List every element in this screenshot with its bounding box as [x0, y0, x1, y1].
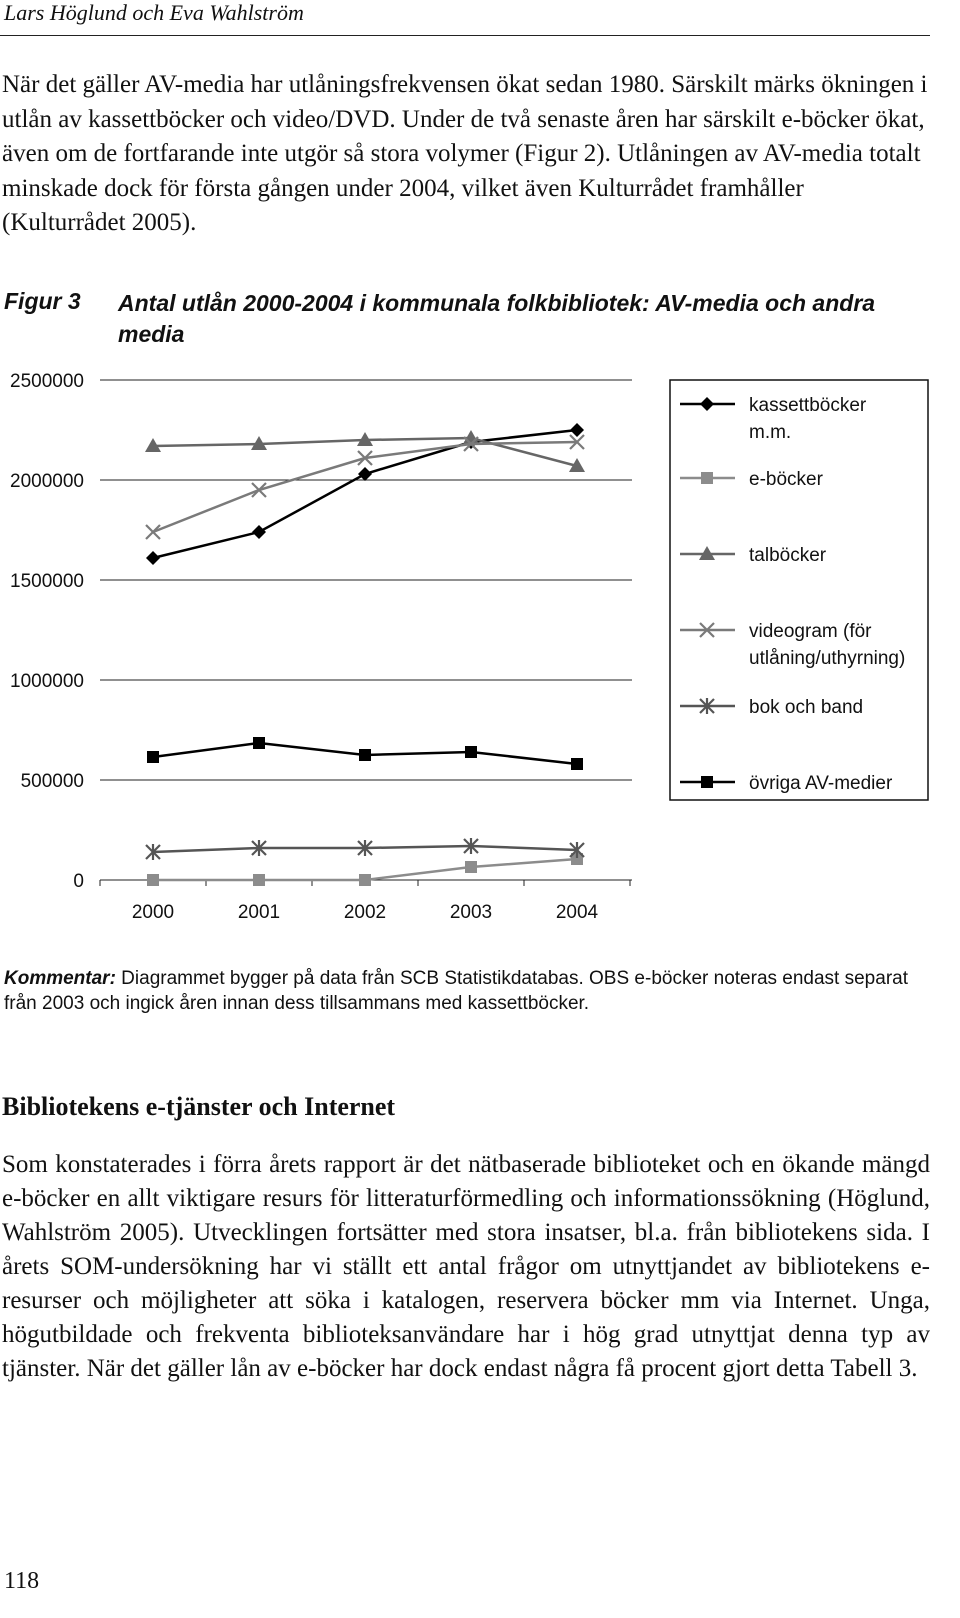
data-point — [147, 874, 159, 886]
section-heading: Bibliotekens e-tjänster och Internet — [2, 1092, 396, 1121]
figure-comment — [4, 966, 934, 1016]
y-tick-label: 0 — [73, 871, 84, 892]
page-number: 118 — [4, 1568, 40, 1594]
legend-label: kassettböcker — [749, 395, 867, 416]
data-point — [465, 746, 477, 758]
data-point — [146, 525, 160, 539]
legend-label: övriga AV-medier — [749, 773, 893, 794]
y-axis-ticks — [10, 371, 84, 892]
series-1 — [147, 853, 583, 886]
x-tick-label: 2004 — [555, 902, 599, 923]
comment-text: Diagrammet bygger på data från SCB Statistikdatabas. OBS e-böcker noteras endast separat från 2003 och ingick åren innan dess tillsammans med kassettböcker. — [4, 968, 908, 1014]
chart-legend — [670, 380, 928, 800]
legend-box — [670, 380, 928, 800]
y-tick-label: 2000000 — [10, 471, 84, 492]
chart-series — [145, 423, 585, 886]
data-point — [571, 758, 583, 770]
intro-paragraph: När det gäller AV-media har utlåningsfrekvensen ökat sedan 1980. Särskilt märks ökningen i utlån av kassettböcker och video/DVD. Under de två senaste åren har särskilt e-böcker ökat, även om de fortfarande inte utgör så stora volymer (Figur 2). Utlåningen av AV-media totalt minskade dock för första gången under 2004, vilket även Kulturrådet framhåller (Kulturrådet 2005). — [2, 71, 928, 236]
figure-label: Figur 3 — [4, 288, 81, 314]
data-point — [358, 467, 372, 481]
legend-marker — [701, 776, 713, 788]
comment-label: Kommentar: — [4, 968, 116, 989]
legend-label: bok och band — [749, 697, 864, 718]
y-tick-label: 2500000 — [10, 371, 84, 392]
legend-label: m.m. — [749, 422, 792, 443]
x-tick-label: 2001 — [237, 902, 281, 923]
data-point — [252, 525, 266, 539]
line-chart — [0, 360, 940, 930]
legend-label: utlåning/uthyrning) — [749, 648, 906, 669]
y-tick-label: 500000 — [20, 771, 84, 792]
y-tick-label: 1000000 — [10, 671, 84, 692]
legend-label: talböcker — [749, 545, 827, 566]
x-tick-label: 2000 — [131, 902, 175, 923]
header-divider — [0, 35, 930, 36]
running-header: Lars Höglund och Eva Wahlström — [4, 0, 304, 25]
series-4 — [146, 838, 584, 860]
legend-label: videogram (för — [749, 621, 872, 642]
data-point — [146, 551, 160, 565]
data-point — [359, 874, 371, 886]
legend-label: e-böcker — [749, 469, 823, 490]
data-point — [253, 874, 265, 886]
figure-title: Antal utlån 2000-2004 i kommunala folkbibliotek: AV-media och andra media — [118, 290, 876, 347]
legend-marker — [701, 472, 713, 484]
y-tick-label: 1500000 — [10, 571, 84, 592]
series-5 — [147, 737, 583, 770]
data-point — [465, 861, 477, 873]
data-point — [570, 423, 584, 437]
x-axis-ticks — [132, 902, 599, 923]
data-point — [359, 749, 371, 761]
section-paragraph: Som konstaterades i förra årets rapport är det nätbaserade biblioteket och en ökande mängd e-böcker en allt viktigare resurs för litteraturförmedling och informationssökning (Höglund, Wahlström 2005). Utvecklingen fortsätter med stora insatser, bl.a. från bibliotekens sida. I årets SOM-undersökning har vi ställt ett antal frågor om utnyttjandet av bibliotekens e-resurser och möjligheter att söka i katalogen, reservera böcker mm via Internet. Unga, högutbildade och frekventa biblioteksanvändare har i hög grad utnyttjat denna typ av tjänster. När det gäller lån av e-böcker har dock endast några få procent gjort detta Tabell 3. — [2, 1151, 930, 1382]
data-point — [253, 737, 265, 749]
series-line — [153, 442, 577, 532]
x-tick-label: 2003 — [449, 902, 493, 923]
data-point — [147, 751, 159, 763]
x-tick-label: 2002 — [343, 902, 387, 923]
data-point — [252, 483, 266, 497]
